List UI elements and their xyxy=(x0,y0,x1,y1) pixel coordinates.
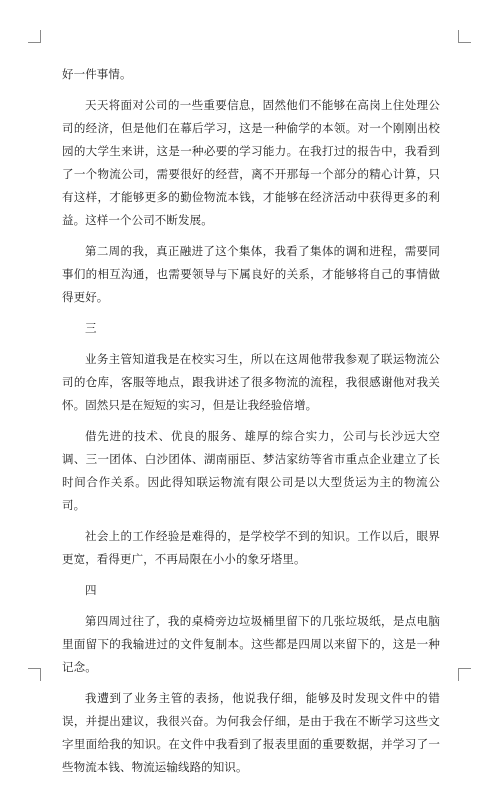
paragraph-6: 社会上的工作经验是难得的，是学校学不到的知识。工作以后，眼界更宽，看得更广，不再局限在小小的象牙塔里。 xyxy=(62,529,440,566)
paragraph-7: 第四周过往了，我的桌椅旁边垃圾桶里留下的几张垃圾纸，是点电脑里面留下的我输进过的文件复制本。这些都是四周以来留下的，这是一种记念。 xyxy=(62,614,440,674)
paragraph-3: 第二周的我，真正融进了这个集体，我看了集体的调和进程，需要同事们的相互沟通，也需要领导与下属良好的关系，才能够将自己的事情做得更好。 xyxy=(62,244,440,304)
crop-mark-top-left xyxy=(28,30,41,43)
crop-mark-bottom-left xyxy=(28,668,41,681)
paragraph-1: 好一件事情。 xyxy=(62,67,132,81)
section-heading-3: 三 xyxy=(85,321,97,335)
crop-mark-bottom-right xyxy=(458,668,471,681)
paragraph-2: 天天将面对公司的一些重要信息，固然他们不能够在高岗上住处理公司的经济，但是他们在幕后学习，这是一种偷学的本领。对一个刚刚出校园的大学生来讲，这是一种必要的学习能力。在我打过的报告中，我看到了一个物流公司，需要很好的经营，离不开那每一个部分的精心计算，只有这样，才能够更多的勤俭物流本钱，才能够在经济活动中获得更多的利益。这样一个公司不断发展。 xyxy=(62,98,440,227)
section-heading-4: 四 xyxy=(85,583,97,597)
document-body xyxy=(62,63,440,787)
crop-mark-top-right xyxy=(458,30,471,43)
paragraph-4: 业务主管知道我是在校实习生，所以在这周他带我参观了联运物流公司的仓库，客服等地点，跟我讲述了很多物流的流程，我很感谢他对我关怀。固然只是在短短的实习，但是让我经验倍增。 xyxy=(62,352,440,412)
paragraph-8: 我遭到了业务主管的表扬，他说我仔细，能够及时发现文件中的错误，并提出建议，我很兴奋。为何我会仔细，是由于我在不断学习这些文字里面给我的知识。在文件中我看到了报表里面的重要数据，并学习了一些物流本钱、物流运输线路的知识。 xyxy=(62,691,440,774)
paragraph-5: 借先进的技术、优良的服务、雄厚的综合实力，公司与长沙远大空调、三一团体、白沙团体、湖南丽臣、梦洁家纺等省市重点企业建立了长时间合作关系。因此得知联运物流有限公司是以大型货运为主的物流公司。 xyxy=(62,429,440,512)
